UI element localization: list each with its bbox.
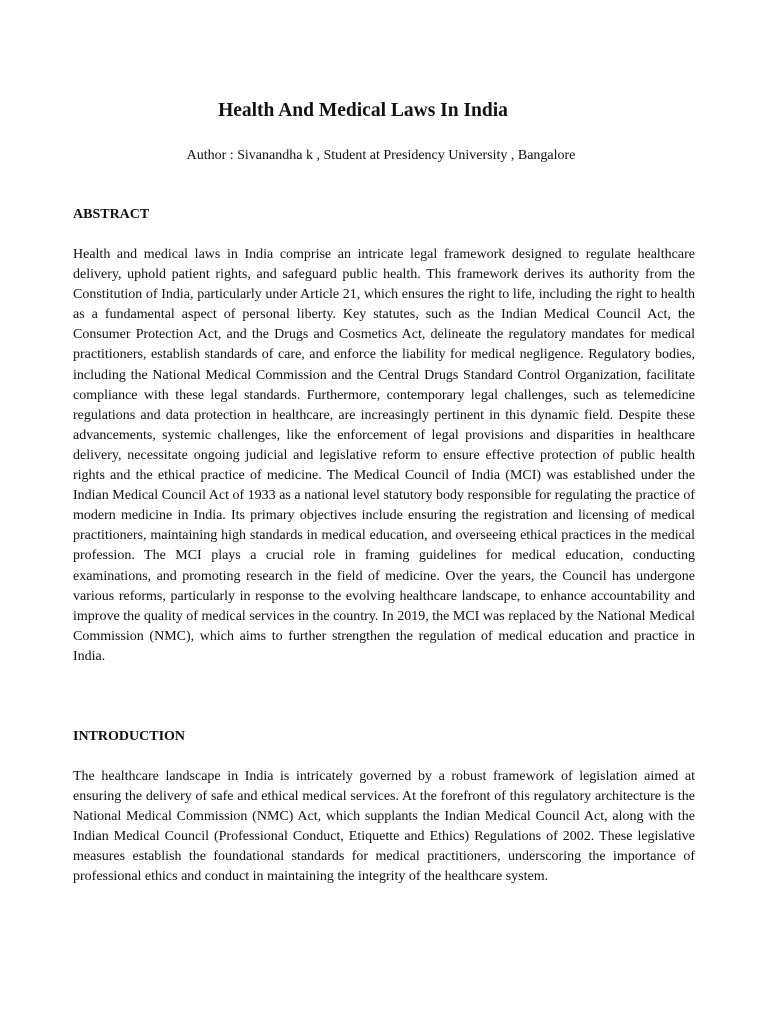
introduction-heading: INTRODUCTION (73, 729, 186, 744)
abstract-paragraph: Health and medical laws in India comprise an intricate legal framework designed to regulate healthcare delivery, uphold patient rights, and safeguard public health. This framework derives its authority from the Constitution of India, particularly under Article 21, which ensures the right to life, including the right to health as a fundamental aspect of personal liberty. Key statutes, such as the Indian Medical Council Act, the Consumer Protection Act, and the Drugs and Cosmetics Act, delineate the regulatory mandates for medical practitioners, establish standards of care, and enforce the liability for medical negligence. Regulatory bodies, including the National Medical Commission and the Central Drugs Standard Control Organization, facilitate compliance with these legal standards. Furthermore, contemporary legal challenges, such as telemedicine regulations and data protection in healthcare, are increasingly pertinent in this dynamic field. Despite these advancements, systemic challenges, like the enforcement of legal provisions and disparities in healthcare delivery, necessitate ongoing judicial and legislative reform to ensure effective protection of public health rights and the ethical practice of medicine. The Medical Council of India (MCI) was established under the Indian Medical Council Act of 1933 as a national level statutory body responsible for regulating the practice of modern medicine in India. Its primary objectives include ensuring the registration and licensing of medical practitioners, maintaining high standards in medical education, and overseeing ethical practices in the medical profession. The MCI plays a crucial role in framing guidelines for medical education, conducting examinations, and promoting research in the field of medicine. Over the years, the Council has undergone various reforms, particularly in response to the evolving healthcare landscape, to enhance accountability and improve the quality of medical services in the country. In 2019, the MCI was replaced by the National Medical Commission (NMC), which aims to further strengthen the regulation of medical education and practice in India. (73, 247, 695, 664)
abstract-heading: ABSTRACT (73, 207, 150, 222)
introduction-paragraph: The healthcare landscape in India is intricately governed by a robust framework of legislation aimed at ensuring the delivery of safe and ethical medical services. At the forefront of this regulatory architecture is the National Medical Commission (NMC) Act, which supplants the Indian Medical Council Act, along with the Indian Medical Council (Professional Conduct, Etiquette and Ethics) Regulations of 2002. These legislative measures establish the foundational standards for medical practitioners, underscoring the importance of professional ethics and conduct in maintaining the integrity of the healthcare system. (73, 769, 695, 885)
document-title: Health And Medical Laws In India (218, 100, 508, 121)
author-line: Author : Sivanandha k , Student at Presidency University , Bangalore (186, 148, 576, 163)
